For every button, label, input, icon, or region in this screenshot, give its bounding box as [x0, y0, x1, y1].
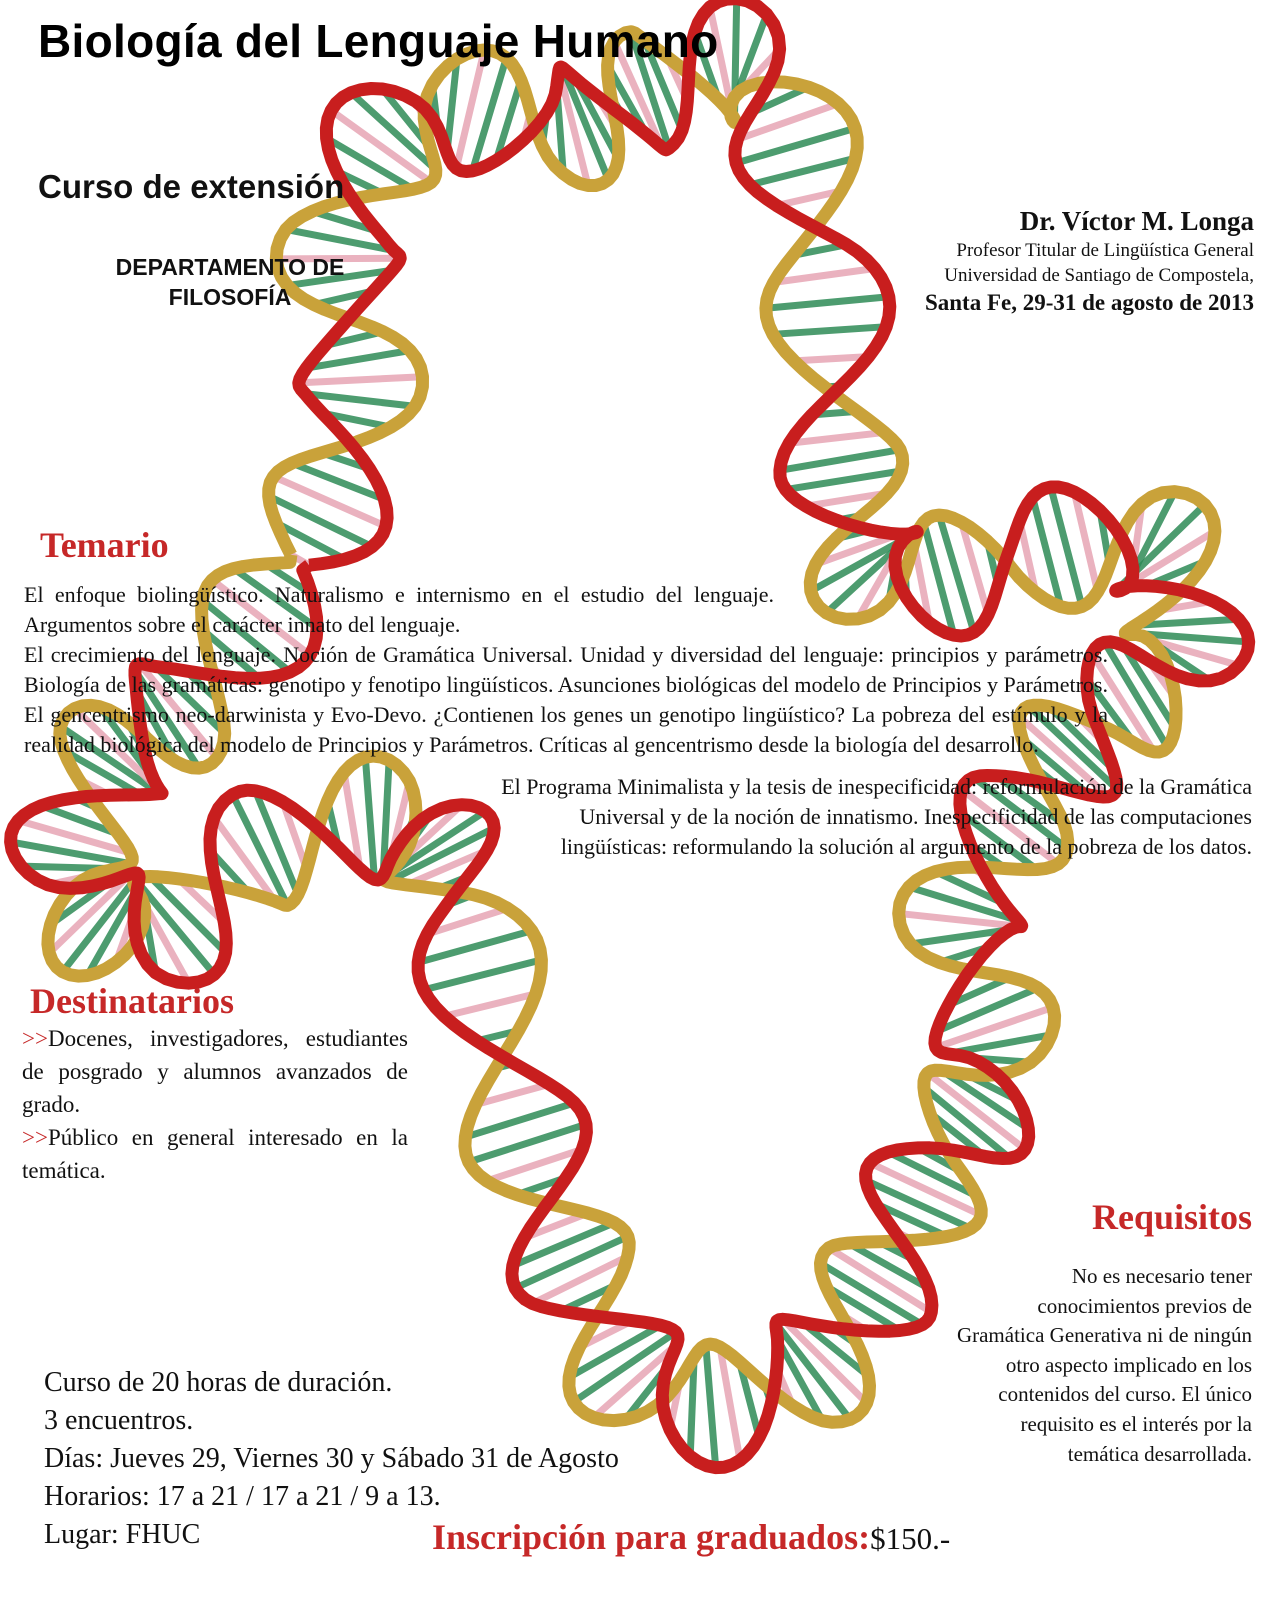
speaker-position: Profesor Titular de Lingüística General	[956, 240, 1254, 261]
temario-paragraph-minimalista: El Programa Minimalista y la tesis de inespecificidad: reformulación de la Gramática Universal y de la noción de innatismo. Inespecificidad de las computaciones lingüísticas: reformulando la solución al argumento de la pobreza de los datos.	[501, 774, 1252, 859]
destinatarios-list	[22, 1022, 408, 1187]
dna-rung	[424, 960, 542, 990]
speaker-block	[925, 204, 1254, 318]
event-date: Santa Fe, 29-31 de agosto de 2013	[924, 290, 1254, 315]
course-type-subtitle: Curso de extensión	[38, 168, 345, 205]
course-days: Días: Jueves 29, Viernes 30 y Sábado 31 de Agosto	[44, 1443, 619, 1474]
dna-rung	[786, 471, 902, 490]
temario-paragraph	[24, 580, 1108, 760]
requisitos-text: No es necesario tener conocimientos previos de Gramática Generativa ni de ningún otro aspecto implicado en los contenidos del curso. El único requisito es el interés por la temática desarrollada.	[956, 1264, 1252, 1466]
course-schedule: Horarios: 17 a 21 / 17 a 21 / 9 a 13.	[44, 1481, 441, 1512]
list-item	[22, 1022, 408, 1121]
page-title: Biología del Lenguaje Humano	[38, 15, 719, 67]
dna-rung	[780, 450, 900, 471]
destinatarios-heading: Destinatarios	[30, 981, 234, 1021]
dna-rung	[773, 327, 886, 335]
list-item-text: Docenes, investigadores, estudiantes de posgrado y alumnos avanzados de grado.	[22, 1026, 408, 1117]
temario-heading: Temario	[40, 525, 169, 565]
course-meetings: 3 encuentros.	[44, 1405, 194, 1436]
requisitos-heading: Requisitos	[1091, 1197, 1252, 1237]
dna-rung	[706, 1345, 716, 1468]
course-duration: Curso de 20 horas de duración.	[44, 1367, 393, 1398]
list-item-text: Público en general interesado en la temática.	[22, 1125, 408, 1183]
dna-rung	[365, 757, 374, 879]
registration-fee	[432, 1516, 950, 1558]
speaker-name: Dr. Víctor M. Longa	[1019, 206, 1254, 236]
list-item	[22, 1121, 408, 1187]
arrow-marker-icon: >>	[22, 1125, 48, 1150]
temario-text: El crecimiento del lenguaje. Noción de Gramática Universal. Unidad y diversidad del lenguaje: principios y parámetros. Biología de las gramáticas: genotipo y fenotipo lingüísticos. Asunciones biológicas del modelo de Principios y Parámetros. El gencentrismo neo-darwinista y Evo-Devo. ¿Contienen los genes un genotipo lingüístico? La pobreza del estímulo y la realidad biológica del modelo de Principios y Parámetros. Críticas al gencentrismo desde la biología del desarrollo.	[24, 642, 1108, 757]
department-line: FILOSOFÍA	[168, 284, 292, 310]
department-label	[80, 252, 380, 312]
arrow-marker-icon: >>	[22, 1026, 48, 1051]
dna-rung	[418, 931, 532, 963]
course-location: Lugar: FHUC	[44, 1519, 201, 1550]
speaker-institution: Universidad de Santiago de Compostela,	[944, 265, 1254, 286]
temario-text: El enfoque biolingüístico. Naturalismo e internismo en el estudio del lenguaje. Argumentos sobre el carácter innato del lenguaje.	[24, 582, 774, 637]
registration-label: Inscripción para graduados:	[432, 1517, 871, 1557]
registration-price: $150.-	[870, 1521, 951, 1556]
dna-rung	[299, 377, 423, 383]
department-line: DEPARTAMENTO DE	[115, 254, 345, 280]
dna-rung	[273, 477, 385, 527]
dna-rung	[766, 297, 889, 308]
